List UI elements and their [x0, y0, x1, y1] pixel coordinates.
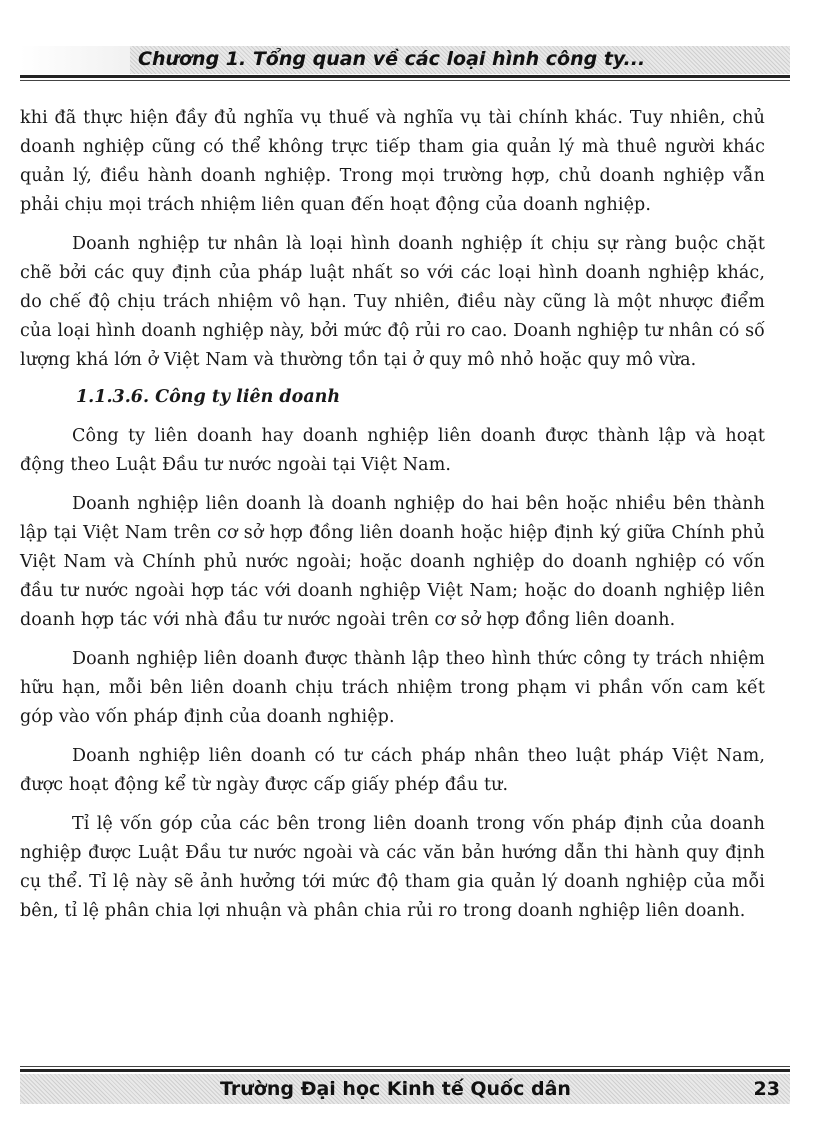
page-footer	[20, 1066, 790, 1106]
footer-rule-thin	[20, 1066, 790, 1067]
page-header	[20, 44, 790, 74]
paragraph: Tỉ lệ vốn góp của các bên trong liên doanh trong vốn pháp định của doanh nghiệp được Luật Đầu tư nước ngoài và các văn bản hướng dẫn thi hành quy định cụ thể. Tỉ lệ này sẽ ảnh hưởng tới mức độ tham gia quản lý doanh nghiệp của mỗi bên, tỉ lệ phân chia lợi nhuận và phân chia rủi ro trong doanh nghiệp liên doanh.	[20, 814, 765, 921]
paragraph: Doanh nghiệp liên doanh được thành lập theo hình thức công ty trách nhiệm hữu hạn, mỗi bên liên doanh chịu trách nhiệm trong phạm vi phần vốn cam kết góp vào vốn pháp định của doanh nghiệp.	[20, 649, 765, 727]
paragraph: Công ty liên doanh hay doanh nghiệp liên doanh được thành lập và hoạt động theo Luật Đầu tư nước ngoài tại Việt Nam.	[20, 426, 765, 475]
paragraph: Doanh nghiệp liên doanh là doanh nghiệp do hai bên hoặc nhiều bên thành lập tại Việt Nam trên cơ sở hợp đồng liên doanh hoặc hiệp định ký giữa Chính phủ Việt Nam và Chính phủ nước ngoài; hoặc doanh nghiệp do doanh nghiệp có vốn đầu tư nước ngoài hợp tác với doanh nghiệp Việt Nam; hoặc do doanh nghiệp liên doanh hợp tác với nhà đầu tư nước ngoài trên cơ sở hợp đồng liên doanh.	[20, 494, 765, 630]
paragraph-continued: khi đã thực hiện đầy đủ nghĩa vụ thuế và nghĩa vụ tài chính khác. Tuy nhiên, chủ doanh nghiệp cũng có thể không trực tiếp tham gia quản lý mà thuê người khác quản lý, điều hành doanh nghiệp. Trong mọi trường hợp, chủ doanh nghiệp vẫn phải chịu mọi trách nhiệm liên quan đến hoạt động của doanh nghiệp.	[20, 108, 765, 215]
page-body	[20, 104, 765, 926]
header-rule-thin	[20, 80, 790, 81]
footer-rule	[20, 1069, 790, 1072]
institution-name: Trường Đại học Kinh tế Quốc dân	[220, 1078, 571, 1100]
header-band-fade	[20, 46, 140, 74]
chapter-title: Chương 1. Tổng quan về các loại hình công ty...	[138, 48, 646, 70]
paragraph: Doanh nghiệp tư nhân là loại hình doanh nghiệp ít chịu sự ràng buộc chặt chẽ bởi các quy định của pháp luật nhất so với các loại hình doanh nghiệp khác, do chế độ chịu trách nhiệm vô hạn. Tuy nhiên, điều này cũng là một nhược điểm của loại hình doanh nghiệp này, bởi mức độ rủi ro cao. Doanh nghiệp tư nhân có số lượng khá lớn ở Việt Nam và thường tồn tại ở quy mô nhỏ hoặc quy mô vừa.	[20, 234, 765, 370]
page-number: 23	[753, 1078, 780, 1100]
section-heading: 1.1.3.6. Công ty liên doanh	[76, 387, 341, 407]
header-rule	[20, 75, 790, 78]
paragraph: Doanh nghiệp liên doanh có tư cách pháp nhân theo luật pháp Việt Nam, được hoạt động kể từ ngày được cấp giấy phép đầu tư.	[20, 746, 765, 795]
